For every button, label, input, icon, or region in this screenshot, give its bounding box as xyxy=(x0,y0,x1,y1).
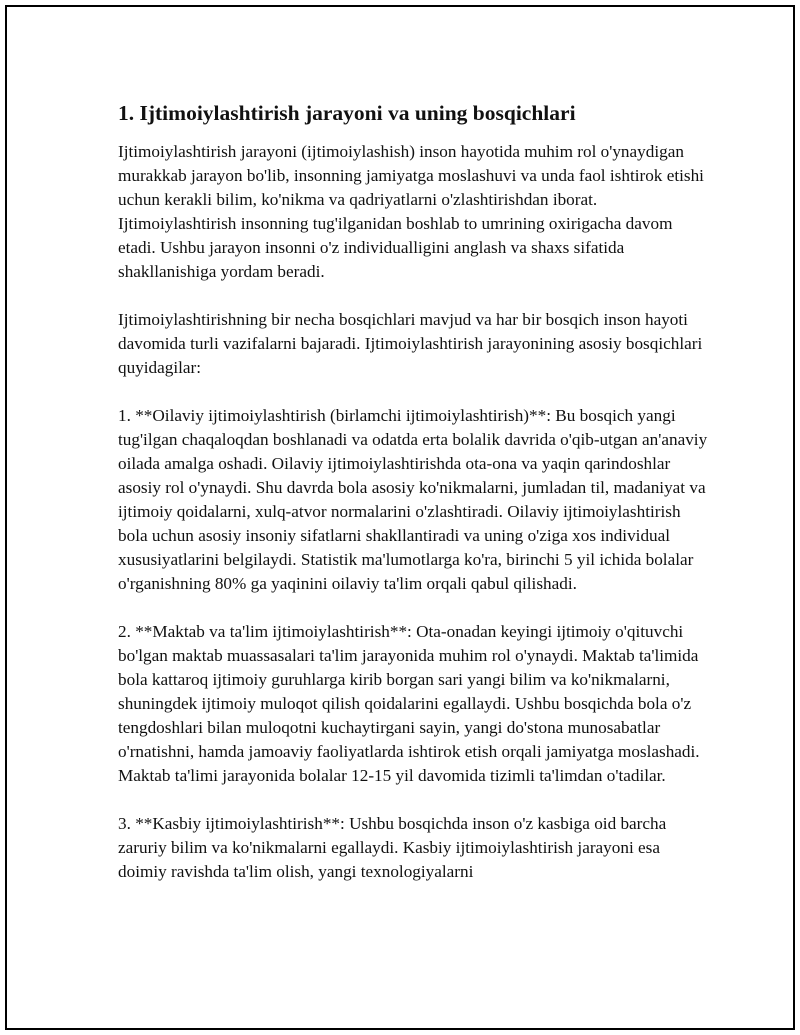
paragraph-stage-family: 1. **Oilaviy ijtimoiylashtirish (birlamchi ijtimoiylashtirish)**: Bu bosqich yangi tug'ilgan chaqaloqdan boshlanadi va odatda erta bolalik davrida o'qib-utgan an'anaviy oilada amalga oshadi. Oilaviy ijtimoiylashtirishda ota-ona va yaqin qarindoshlar asosiy rol o'ynaydi. Shu davrda bola asosiy ko'nikmalarni, jumladan til, madaniyat va ijtimoiy qoidalarni, xulq-atvor normalarini o'zlashtiradi. Oilaviy ijtimoiylashtirish bola uchun asosiy insoniy sifatlarni shakllantiradi va uning o'ziga xos individual xususiyatlarini belgilaydi. Statistik ma'lumotlarga ko'ra, birinchi 5 yil ichida bolalar o'rganishning 80% ga yaqinini oilaviy ta'lim orqali qabul qilishadi. xyxy=(118,406,708,593)
paragraph-stages-overview: Ijtimoiylashtirishning bir necha bosqichlari mavjud va har bir bosqich inson hayoti davomida turli vazifalarni bajaradi. Ijtimoiylashtirish jarayonining asosiy bosqichlari quyidagilar: xyxy=(118,310,703,377)
page-frame xyxy=(5,5,795,1030)
paragraph-stage-professional: 3. **Kasbiy ijtimoiylashtirish**: Ushbu bosqichda inson o'z kasbiga oid barcha zaruriy bilim va ko'nikmalarni egallaydi. Kasbiy ijtimoiylashtirish jarayoni esa doimiy ravishda ta'lim olish, yangi texnologiyalarni xyxy=(118,814,667,881)
paragraph-stage-school: 2. **Maktab va ta'lim ijtimoiylashtirish**: Ota-onadan keyingi ijtimoiy o'qituvchi bo'lgan maktab muassasalari ta'lim jarayonida muhim rol o'ynaydi. Maktab ta'limida bola kattaroq ijtimoiy guruhlarga kirib borgan sari yangi bilim va ko'nikmalarni, shuningdek ijtimoiy muloqot qilish qoidalarini egallaydi. Ushbu bosqichda bola o'z tengdoshlari bilan muloqotni kuchaytirgani sayin, yangi do'stona munosabatlar o'rnatishni, hamda jamoaviy faoliyatlarda ishtirok etish orqali jamiyatga moslashadi. Maktab ta'limi jarayonida bolalar 12-15 yil davomida tizimli ta'limdan o'tadilar. xyxy=(118,622,700,785)
section-heading: 1. Ijtimoiylashtirish jarayoni va uning bosqichlari xyxy=(118,101,576,125)
paragraph-intro: Ijtimoiylashtirish jarayoni (ijtimoiylashish) inson hayotida muhim rol o'ynaydigan murakkab jarayon bo'lib, insonning jamiyatga moslashuvi va unda faol ishtirok etishi uchun kerakli bilim, ko'nikma va qadriyatlarni o'zlashtirishdan iborat. Ijtimoiylashtirish insonning tug'ilganidan boshlab to umrining oxirigacha davom etadi. Ushbu jarayon insonni o'z individualligini anglash va shaxs sifatida shakllanishiga yordam beradi. xyxy=(118,142,704,281)
document-body xyxy=(118,99,708,908)
